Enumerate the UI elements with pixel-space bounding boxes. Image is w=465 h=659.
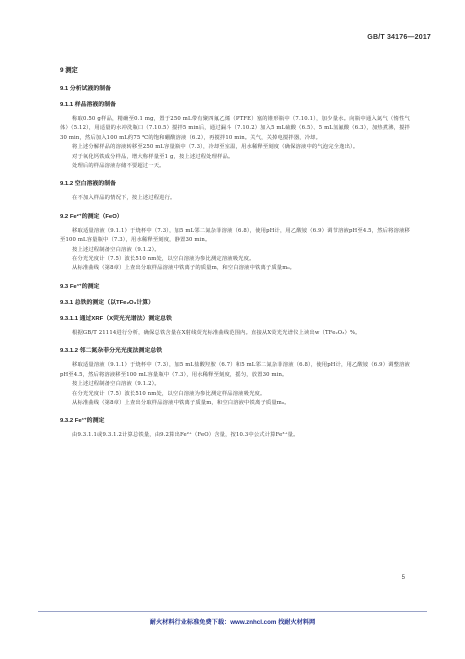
subsection-heading: 9.1.2 空白溶液的制备 — [60, 181, 116, 188]
footer-download-note: 耐火材料行业标准免费下载：www.znhcl.com 找耐火材料网 — [149, 619, 316, 626]
section-heading: 9 测定 — [60, 67, 78, 74]
footer-divider — [38, 611, 427, 612]
paragraph: 处理后的样品溶液存储不要超过一天。 — [72, 163, 165, 170]
paragraph: 在分光光度计（7.5）波长510 nm处，以空白溶液为参比测定溶液吸光度。 — [72, 256, 255, 263]
subsection-heading: 9.3.2 Fe³⁺的测定 — [60, 418, 105, 425]
subsection-heading: 9.3.1.1 通过XRF（X荧光光谱法）测定总铁 — [60, 315, 172, 322]
subsection-heading: 9.3.1 总铁的测定（以TFe₂O₃计算） — [60, 299, 155, 306]
paragraph: 从标准曲线（第8章）上查出分取样品溶液中铁离子质量m，和空白溶液中铁离子质量m₀。 — [72, 399, 290, 406]
paragraph: 移取适量溶液（9.1.1）于烧杯中（7.3），加5 mL盐酸羟胺（6.7）和5 mL邻二氮杂菲溶液（6.8），使用pH计，用乙酸铵（6.9）调整溶液pH至4.5，然后将溶液移至100 mL容量瓶中（7.3），用水稀释至刻度，摇匀，放置30 min。 — [60, 362, 410, 378]
paragraph: 根据GB/T 21114进行分析，确保总铁含量在X射线荧光标准曲线范围内。直接从X荧光光谱仪上读出w（TFe₂O₃）%。 — [72, 329, 361, 336]
paragraph: 从标准曲线（第8章）上查出分取样品溶液中铁离子的质量m，和空白溶液中铁离子质量m₀。 — [72, 265, 296, 272]
subsection-heading: 9.1.1 样品溶液的制备 — [60, 102, 116, 108]
document-body — [60, 65, 410, 441]
subsection-heading: 9.3 Fe³⁺的测定 — [60, 283, 100, 290]
paragraph: 对于氧化钙铁成分样品，增大称样量至1 g，按上述过程处理样品。 — [72, 153, 234, 160]
paragraph: 在不加入样品的情况下，按上述过程进行。 — [72, 195, 176, 202]
paragraph: 按上述过程制备空白溶液（9.1.2）。 — [72, 381, 160, 388]
paragraph: 移取适量溶液（9.1.1）于烧杯中（7.3），加5 mL邻二氮杂菲溶液（6.8），使用pH计，用乙酸铵（6.9）调节溶液pH至4.5，然后将溶液移至100 mL容量瓶中（7.3），用水稀释至刻度，静置30 min。 — [60, 227, 410, 244]
page-number: 5 — [401, 575, 405, 581]
subsection-heading: 9.3.1.2 邻二氮杂菲分光光度法测定总铁 — [60, 348, 163, 355]
paragraph: 将上述分解样品的溶液转移至250 mL容量瓶中（7.3），冷却至室温，用水稀释至刻度（确保溶液中的气泡完全逸出）。 — [72, 144, 359, 151]
standard-code: GB/T 34176—2017 — [367, 34, 431, 41]
paragraph: 按上述过程制备空白溶液（9.1.2）。 — [72, 246, 160, 253]
paragraph: 由9.3.1.1或9.3.1.2计算总铁量，由9.2算出Fe²⁺（FeO）含量，按10.3中公式计算Fe³⁺量。 — [72, 432, 299, 439]
subsection-heading: 9.1 分析试液的制备 — [60, 86, 112, 92]
paragraph: 称取0.50 g样品，精确至0.1 mg，置于250 mL带有聚四氟乙烯（PTFE）塞的锥形瓶中（7.10.1），加少量水。向瓶中通入氮气（惰性气体）（5.12），用适量的水冲洗瓶口（7.10.5）搅拌5 min后，通过漏斗（7.10.2）加入5 mL硫酸（6.5）、5 mL氢氟酸（6.3），加热煮沸，搅拌30 min，然后加入100 mL约75 ℃的饱和硼酸溶液（6.2），再搅拌10 min。关气，关掉电搅拌器，冷却。 — [60, 116, 410, 141]
subsection-heading: 9.2 Fe²⁺的测定（FeO） — [60, 213, 123, 220]
paragraph: 在分光光度计（7.5）波长510 nm处，以空白溶液为参比测定样品溶液吸光度。 — [72, 390, 266, 397]
